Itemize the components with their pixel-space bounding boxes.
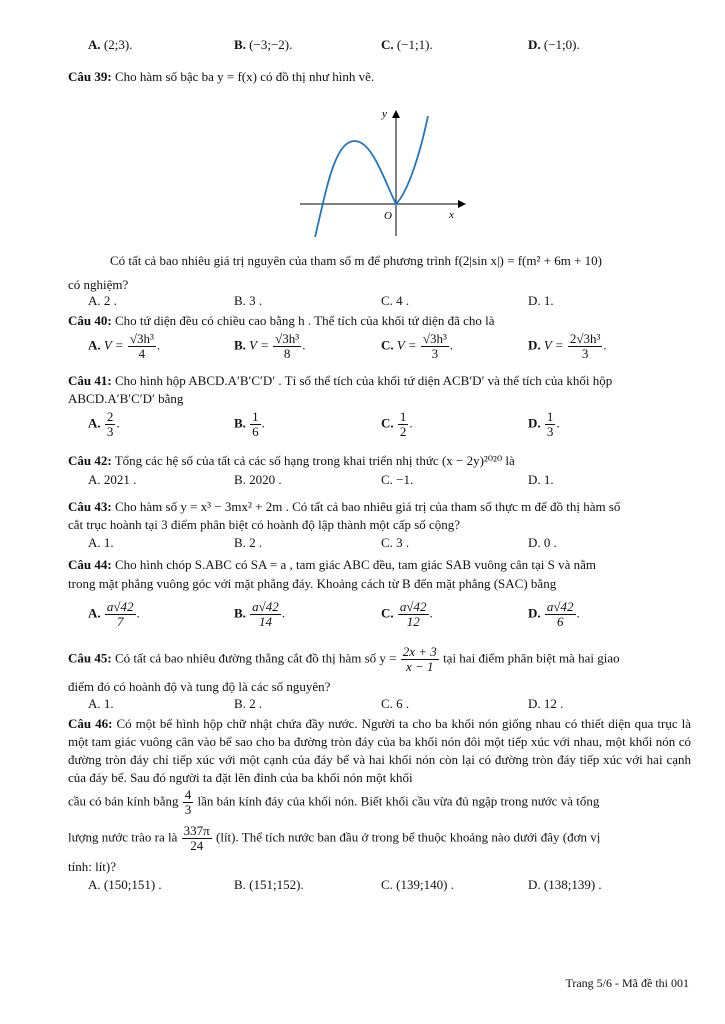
q45-line2: điểm đó có hoành độ và tung độ là các số nguyên? bbox=[68, 679, 331, 694]
q44-line1: Câu 44: Cho hình chóp S.ABC có SA = a , tam giác ABC đều, tam giác SAB vuông cân tại S và nằm bbox=[68, 557, 597, 572]
q39-line2: có nghiệm? bbox=[68, 277, 129, 292]
q43-option-d: D. 0 . bbox=[528, 535, 557, 550]
q45-option-c: C. 6 . bbox=[381, 696, 410, 711]
q44-option-b: B. $\frac{a√42}{14}$ . bbox=[234, 599, 286, 629]
q40-option-c: C. V = $\frac{\text{√3h³}}{3}$ . bbox=[381, 331, 454, 361]
q40-option-d: D. V = $\frac{\text{2√3h³}}{3}$ . bbox=[528, 331, 607, 361]
q43-option-c: C. 3 . bbox=[381, 535, 410, 550]
q39-line1: Có tất cả bao nhiêu giá trị nguyên của tham số m để phương trình f(2|sin x|) = f(m² + 6m + 10) bbox=[110, 253, 602, 268]
q43-option-a: A. 1. bbox=[88, 535, 114, 550]
cubic-graph bbox=[298, 104, 468, 238]
q40-option-a: A. V = $\frac{\text{√3h³}}{4}$ . bbox=[88, 331, 161, 361]
q40-stem: Câu 40: Cho tứ diện đều có chiều cao bằng h . Thể tích của khối tứ diện đã cho là bbox=[68, 313, 495, 328]
q38-option-a: A. (2;3). bbox=[88, 37, 133, 52]
q39-option-b: B. 3 . bbox=[234, 293, 263, 308]
x-axis-label: x bbox=[449, 209, 454, 221]
q41-line2: ABCD.A′B′C′D′ bằng bbox=[68, 391, 184, 406]
y-axis-arrow-icon bbox=[392, 110, 400, 118]
q45-line1: Câu 45: Có tất cả bao nhiêu đường thẳng cắt đồ thị hàm số y = $\frac{2x + 3}{x - 1}$ tại hai điểm phân biệt mà hai giao bbox=[68, 644, 620, 674]
q44-option-d: D. $\frac{a√42}{6}$ . bbox=[528, 599, 580, 629]
q42-stem: Câu 42: Tổng các hệ số của tất cả các số hạng trong khai triển nhị thức (x − 2y)²⁰²⁰ là bbox=[68, 453, 515, 468]
q43-option-b: B. 2 . bbox=[234, 535, 263, 550]
q39-option-a: A. 2 . bbox=[88, 293, 117, 308]
x-axis-arrow-icon bbox=[458, 200, 466, 208]
q38-option-b: B. (−3;−2). bbox=[234, 37, 293, 52]
q38-option-d: D. (−1;0). bbox=[528, 37, 580, 52]
q46-volume-line: lượng nước trào ra là $\frac{337\pi}{24}$ (lít). Thể tích nước ban đầu ở trong bể thuộc khoảng nào dưới đây (đơn vị bbox=[68, 823, 601, 853]
page-footer: Trang 5/6 - Mã đề thi 001 bbox=[565, 976, 689, 990]
q41-option-c: C. $\frac{1}{2}$ . bbox=[381, 409, 413, 439]
q46-last-line: tính: lít)? bbox=[68, 859, 117, 874]
q41-line1: Câu 41: Cho hình hộp ABCD.A′B′C′D′ . Tỉ số thể tích của khối tứ diện ACB′D′ và thể tích của khối hộp bbox=[68, 373, 613, 388]
q39-option-c: C. 4 . bbox=[381, 293, 410, 308]
q41-option-d: D. $\frac{1}{3}$ . bbox=[528, 409, 560, 439]
q45-option-a: A. 1. bbox=[88, 696, 114, 711]
q46-radius-line: cầu có bán kính bằng $\frac{4}{3}$ lần bán kính đáy của khối nón. Biết khối cầu vừa đủ ngập trong nước và tổng bbox=[68, 787, 600, 817]
q46-option-d: D. (138;139) . bbox=[528, 877, 602, 892]
q46-option-c: C. (139;140) . bbox=[381, 877, 454, 892]
q39-stem: Câu 39: Cho hàm số bậc ba y = f(x) có đồ thị như hình vẽ. bbox=[68, 69, 375, 84]
q46-paragraph: Câu 46: Có một bể hình hộp chữ nhật chứa đầy nước. Người ta cho ba khối nón giống nhau có thiết diện qua trục là một tam giác vuông cân vào bể sao cho ba đường tròn đáy của ba khối nón đôi một tiếp xúc với nhau, một khối nón có đường tròn đáy chỉ tiếp xúc với một cạnh của đáy bể và hai khối nón còn lại có đường tròn đáy tiếp xúc với hai cạnh của đáy bể. Sau đó người ta đặt lên đỉnh của ba khối nón một khối bbox=[68, 716, 692, 785]
q44-line2: trong mặt phẳng vuông góc với mặt phẳng đáy. Khoảng cách từ B đến mặt phẳng (SAC) bằng bbox=[68, 576, 557, 591]
q38-option-c: C. (−1;1). bbox=[381, 37, 433, 52]
q42-option-c: C. −1. bbox=[381, 472, 414, 487]
q41-option-b: B. $\frac{1}{6}$ . bbox=[234, 409, 265, 439]
q44-option-c: C. $\frac{a√42}{12}$ . bbox=[381, 599, 433, 629]
q42-option-b: B. 2020 . bbox=[234, 472, 282, 487]
q46-option-b: B. (151;152). bbox=[234, 877, 304, 892]
q46-option-a: A. (150;151) . bbox=[88, 877, 162, 892]
origin-label: O bbox=[384, 210, 392, 222]
q43-line2: cắt trục hoành tại 3 điểm phân biệt có hoành độ lập thành một cấp số cộng? bbox=[68, 517, 461, 532]
q43-line1: Câu 43: Cho hàm số y = x³ − 3mx² + 2m . Có tất cả bao nhiêu giá trị của tham số thực m để đồ thị hàm số bbox=[68, 499, 621, 514]
q45-option-d: D. 12 . bbox=[528, 696, 564, 711]
q39-option-d: D. 1. bbox=[528, 293, 554, 308]
q42-option-d: D. 1. bbox=[528, 472, 554, 487]
q44-option-a: A. $\frac{a√42}{7}$ . bbox=[88, 599, 140, 629]
q40-option-b: B. V = $\frac{\text{√3h³}}{8}$ . bbox=[234, 331, 306, 361]
y-axis-label: y bbox=[382, 108, 387, 120]
q41-option-a: A. $\frac{2}{3}$ . bbox=[88, 409, 120, 439]
q45-option-b: B. 2 . bbox=[234, 696, 263, 711]
cubic-curve bbox=[315, 116, 428, 237]
q42-option-a: A. 2021 . bbox=[88, 472, 137, 487]
